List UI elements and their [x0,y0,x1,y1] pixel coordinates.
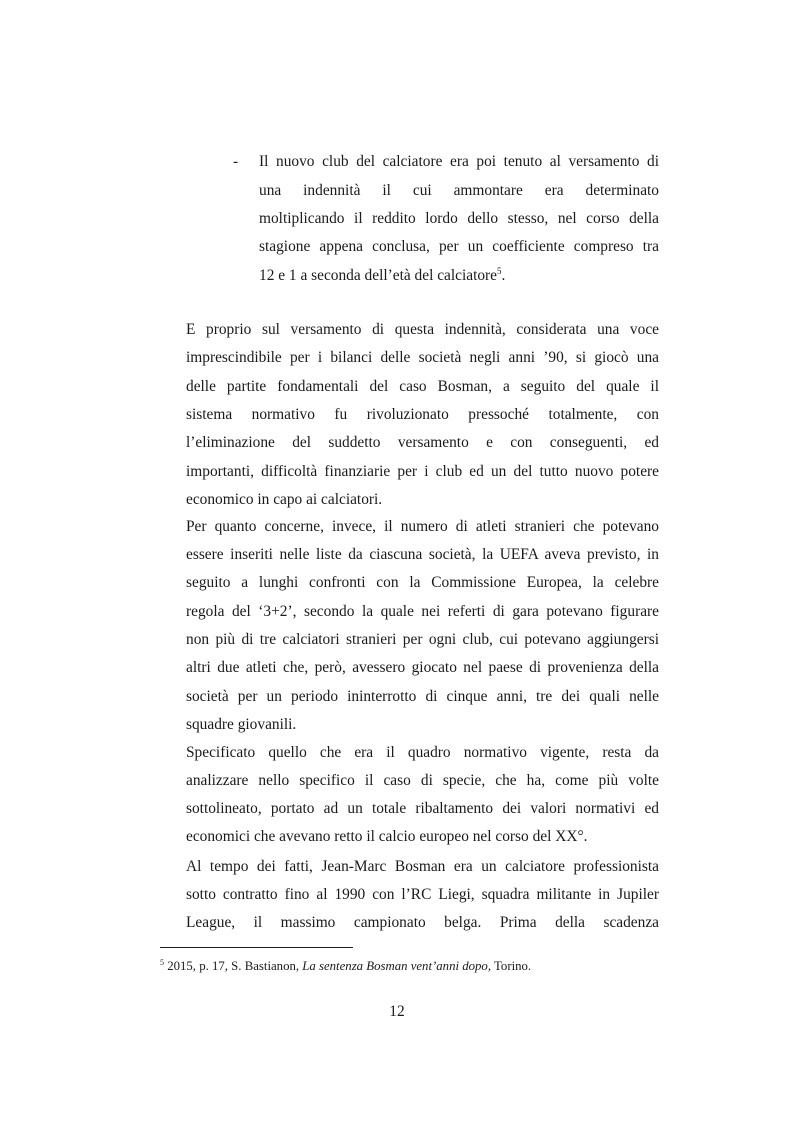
footnote-title: La sentenza Bosman vent’anni dopo, [302,959,492,973]
para2-line-5: non più di tre calciatori stranieri per ogni club, cui potevano aggiungersi [186,631,659,648]
para1-line-6: importanti, difficoltà finanziarie per i club ed un del tutto nuovo potere [186,463,659,480]
bullet-last-text: 12 e 1 a seconda dell’età del calciatore [259,267,497,284]
para1-line-3: delle partite fondamentali del caso Bosman, a seguito del quale il [186,378,659,395]
para4-line-2: sotto contratto fino al 1990 con l’RC Liegi, squadra militante in Jupiler [186,886,659,903]
para1-line-4: sistema normativo fu rivoluzionato pressoché totalmente, con [186,406,659,423]
footnote-number: 5 [160,958,164,967]
footnote-text-before: 2015, p. 17, S. Bastianon, [164,959,303,973]
para2-line-8: squadre giovanili. [186,716,297,733]
bullet-line-1: Il nuovo club del calciatore era poi tenuto al versamento di [259,153,659,170]
bullet-line-2: una indennità il cui ammontare era determinato [259,182,659,199]
para2-line-4: regola del ‘3+2’, secondo la quale nei referti di gara potevano figurare [186,603,659,620]
para3-line-2: analizzare nello specifico il caso di specie, che ha, come più volte [186,772,659,789]
para3-line-3: sottolineato, portato ad un totale ribaltamento dei valori normativi ed [186,800,659,817]
para1-line-1: E proprio sul versamento di questa indennità, considerata una voce [186,321,659,338]
footnote-text-after: Torino. [491,959,532,973]
bullet-line-3: moltiplicando il reddito lordo dello stesso, nel corso della [259,210,659,227]
footnote [160,958,531,974]
footnote-reference[interactable]: 5 [497,266,502,276]
page-number: 12 [389,1003,405,1020]
para4-line-1: Al tempo dei fatti, Jean-Marc Bosman era un calciatore professionista [186,858,659,875]
para4-line-3: League, il massimo campionato belga. Prima della scadenza [186,914,659,931]
para2-line-1: Per quanto concerne, invece, il numero di atleti stranieri che potevano [186,518,659,535]
para1-line-7: economico in capo ai calciatori. [186,491,383,508]
footnote-separator [160,947,353,948]
bullet-line-5: 12 e 1 a seconda dell’età del calciatore$^5$. [259,266,506,284]
para2-line-6: altri due atleti che, però, avessero giocato nel paese di provenienza della [186,659,659,676]
para3-line-1: Specificato quello che era il quadro normativo vigente, resta da [186,744,659,761]
para3-line-4: economici che avevano retto il calcio europeo nel corso del XX°. [186,828,588,845]
para2-line-2: essere inseriti nelle liste da ciascuna società, la UEFA aveva previsto, in [186,546,659,563]
bullet-dash: - [233,153,239,170]
para2-line-3: seguito a lunghi confronti con la Commissione Europea, la celebre [186,574,659,591]
para1-line-5: l’eliminazione del suddetto versamento e con conseguenti, ed [186,434,659,451]
para2-line-7: società per un periodo ininterrotto di cinque anni, tre dei quali nelle [186,688,659,705]
bullet-line-4: stagione appena conclusa, per un coefficiente compreso tra [259,238,659,255]
para1-line-2: imprescindibile per i bilanci delle società negli anni ’90, si giocò una [186,349,659,366]
